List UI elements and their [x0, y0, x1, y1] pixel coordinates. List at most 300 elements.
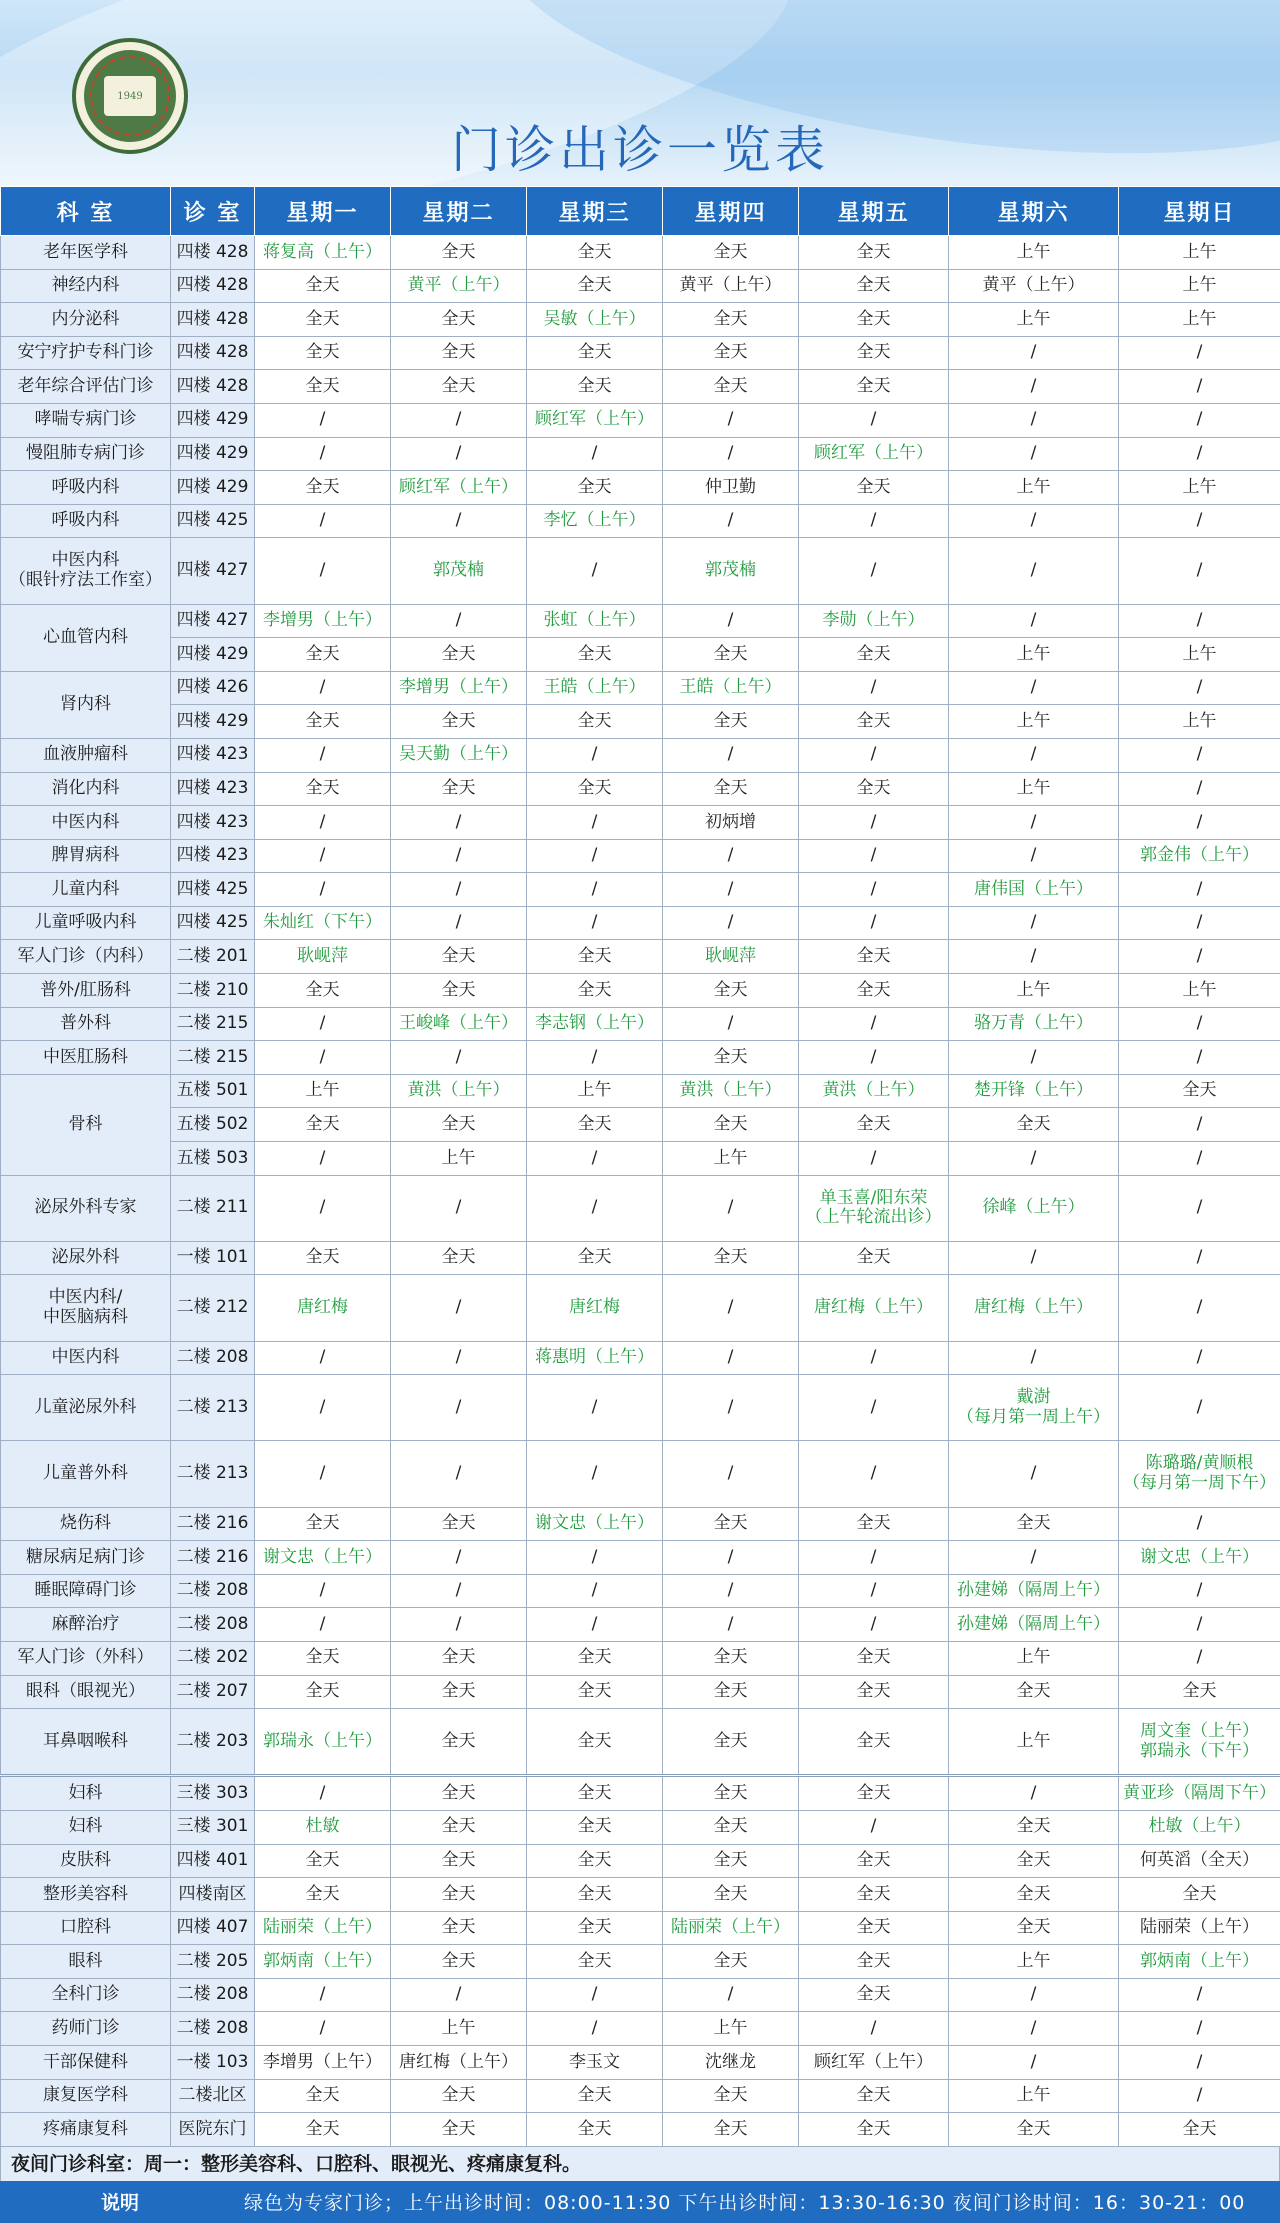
room-cell: 二楼 208: [171, 1978, 255, 2012]
schedule-cell: 全天: [799, 1911, 949, 1945]
room-cell: 二楼 208: [171, 2012, 255, 2046]
table-row: [1, 1641, 1280, 1675]
department-cell: 耳鼻咽喉科: [1, 1709, 171, 1776]
schedule-cell: /: [663, 1275, 799, 1341]
schedule-cell: /: [391, 1375, 527, 1441]
schedule-cell: 全天: [527, 1709, 663, 1776]
column-header: 星期二: [391, 187, 527, 236]
expert-schedule-cell: 耿岘萍: [663, 940, 799, 974]
schedule-cell: 全天: [799, 1844, 949, 1878]
table-row: [1, 437, 1280, 471]
schedule-cell: /: [663, 839, 799, 873]
schedule-cell: 全天: [527, 1945, 663, 1979]
department-cell: 普外/肛肠科: [1, 974, 171, 1008]
expert-schedule-cell: 朱灿红（下午）: [255, 906, 391, 940]
schedule-cell: 顾红军（上午）: [799, 2046, 949, 2080]
column-header: 星期日: [1119, 187, 1280, 236]
department-cell: 神经内科: [1, 269, 171, 303]
table-row: [1, 1341, 1280, 1375]
schedule-cell: /: [391, 504, 527, 538]
schedule-cell: 全天: [663, 236, 799, 270]
schedule-cell: /: [799, 538, 949, 604]
room-cell: 二楼 213: [171, 1375, 255, 1441]
department-cell: 老年医学科: [1, 236, 171, 270]
schedule-cell: 上午: [1119, 705, 1280, 739]
table-row: [1, 504, 1280, 538]
schedule-cell: /: [527, 1441, 663, 1507]
expert-schedule-cell: 黄洪（上午）: [799, 1074, 949, 1108]
schedule-cell: 全天: [663, 1945, 799, 1979]
schedule-cell: 全天: [663, 1641, 799, 1675]
schedule-cell: /: [1119, 1507, 1280, 1541]
schedule-cell: /: [527, 806, 663, 840]
schedule-cell: 全天: [255, 1844, 391, 1878]
schedule-cell: 全天: [391, 1776, 527, 1811]
schedule-cell: /: [663, 1978, 799, 2012]
department-cell: 普外科: [1, 1007, 171, 1041]
explanation-text: 绿色为专家门诊；上午出诊时间：08:00-11:30 下午出诊时间：13:30-16:30 夜间门诊时间：16：30-21：00: [240, 2188, 1280, 2215]
schedule-cell: 全天: [527, 940, 663, 974]
schedule-cell: 全天: [799, 1641, 949, 1675]
schedule-cell: 全天: [799, 2079, 949, 2113]
department-cell: 康复医学科: [1, 2079, 171, 2113]
schedule-cell: /: [1119, 1341, 1280, 1375]
room-cell: 四楼 429: [171, 705, 255, 739]
schedule-cell: /: [1119, 1978, 1280, 2012]
table-row: [1, 1541, 1280, 1575]
department-cell: 慢阻肺专病门诊: [1, 437, 171, 471]
expert-schedule-cell: 孙建娣（隔周上午）: [949, 1608, 1119, 1642]
schedule-cell: 全天: [527, 1776, 663, 1811]
room-cell: 二楼 201: [171, 940, 255, 974]
room-cell: 四楼 425: [171, 504, 255, 538]
room-cell: 四楼 428: [171, 336, 255, 370]
schedule-cell: 全天: [391, 1241, 527, 1275]
department-cell: 军人门诊（外科）: [1, 1641, 171, 1675]
schedule-cell: /: [1119, 403, 1280, 437]
schedule-cell: 陆丽荣（上午）: [1119, 1911, 1280, 1945]
schedule-cell: 全天: [663, 303, 799, 337]
schedule-cell: 全天: [799, 1945, 949, 1979]
table-row: [1, 1074, 1280, 1108]
schedule-cell: 全天: [255, 772, 391, 806]
schedule-cell: /: [527, 1978, 663, 2012]
expert-schedule-cell: 李忆（上午）: [527, 504, 663, 538]
table-row: [1, 1574, 1280, 1608]
room-cell: 三楼 303: [171, 1776, 255, 1811]
schedule-cell: 全天: [799, 1978, 949, 2012]
expert-schedule-cell: 顾红军（上午）: [527, 403, 663, 437]
department-cell: 儿童内科: [1, 873, 171, 907]
schedule-cell: 上午: [1119, 303, 1280, 337]
department-cell: 儿童普外科: [1, 1441, 171, 1507]
schedule-cell: /: [1119, 1041, 1280, 1075]
schedule-cell: /: [1119, 1574, 1280, 1608]
page-header: [0, 0, 1280, 186]
schedule-cell: 全天: [527, 2079, 663, 2113]
schedule-cell: 全天: [949, 1911, 1119, 1945]
schedule-cell: /: [949, 940, 1119, 974]
schedule-cell: /: [663, 738, 799, 772]
table-row: [1, 638, 1280, 672]
schedule-cell: /: [391, 604, 527, 638]
table-row: [1, 1275, 1280, 1341]
schedule-cell: /: [949, 1241, 1119, 1275]
department-cell: 药师门诊: [1, 2012, 171, 2046]
table-row: [1, 1844, 1280, 1878]
schedule-cell: /: [799, 1608, 949, 1642]
schedule-cell: 全天: [663, 1675, 799, 1709]
department-cell: 呼吸内科: [1, 471, 171, 505]
department-cell: 口腔科: [1, 1911, 171, 1945]
schedule-cell: /: [799, 1007, 949, 1041]
schedule-cell: 全天: [949, 1675, 1119, 1709]
schedule-cell: /: [391, 1275, 527, 1341]
room-cell: 二楼 207: [171, 1675, 255, 1709]
department-cell: 中医内科: [1, 806, 171, 840]
schedule-cell: /: [1119, 1007, 1280, 1041]
department-cell: 眼科（眼视光）: [1, 1675, 171, 1709]
table-row: [1, 1142, 1280, 1176]
schedule-cell: 全天: [255, 2113, 391, 2147]
schedule-cell: 全天: [391, 2079, 527, 2113]
department-cell: 儿童泌尿外科: [1, 1375, 171, 1441]
expert-schedule-cell: 李增男（上午）: [391, 671, 527, 705]
schedule-cell: /: [255, 1776, 391, 1811]
expert-schedule-cell: 杜敏: [255, 1810, 391, 1844]
explanation-label: 说明: [0, 2188, 240, 2215]
schedule-cell: 全天: [799, 1709, 949, 1776]
table-row: [1, 839, 1280, 873]
schedule-cell: /: [949, 437, 1119, 471]
room-cell: 二楼 215: [171, 1007, 255, 1041]
schedule-cell: /: [949, 738, 1119, 772]
schedule-cell: 上午: [391, 2012, 527, 2046]
schedule-cell: 全天: [527, 1810, 663, 1844]
schedule-cell: 全天: [255, 1108, 391, 1142]
room-cell: 四楼 429: [171, 471, 255, 505]
schedule-cell: 全天: [391, 236, 527, 270]
schedule-cell: 全天: [663, 1878, 799, 1912]
schedule-cell: 全天: [391, 1878, 527, 1912]
schedule-cell: 上午: [949, 974, 1119, 1008]
table-row: [1, 1175, 1280, 1241]
schedule-cell: 全天: [799, 471, 949, 505]
table-row: [1, 1007, 1280, 1041]
schedule-cell: 全天: [527, 336, 663, 370]
schedule-cell: /: [1119, 2046, 1280, 2080]
room-cell: 四楼 429: [171, 403, 255, 437]
table-row: [1, 1608, 1280, 1642]
expert-schedule-cell: 吴天勤（上午）: [391, 738, 527, 772]
table-row: [1, 2113, 1280, 2147]
schedule-cell: /: [527, 437, 663, 471]
table-row: [1, 1945, 1280, 1979]
schedule-cell: 全天: [799, 638, 949, 672]
department-cell: 全科门诊: [1, 1978, 171, 2012]
schedule-cell: /: [1119, 1241, 1280, 1275]
schedule-cell: 上午: [949, 236, 1119, 270]
schedule-cell: 全天: [391, 336, 527, 370]
expert-schedule-cell: 骆万青（上午）: [949, 1007, 1119, 1041]
department-cell: 消化内科: [1, 772, 171, 806]
schedule-cell: /: [391, 1441, 527, 1507]
schedule-cell: 上午: [1119, 638, 1280, 672]
schedule-cell: 全天: [255, 269, 391, 303]
table-row: [1, 471, 1280, 505]
schedule-cell: /: [391, 906, 527, 940]
room-cell: 五楼 503: [171, 1142, 255, 1176]
room-cell: 四楼 425: [171, 873, 255, 907]
schedule-cell: 全天: [799, 2113, 949, 2147]
schedule-cell: /: [949, 604, 1119, 638]
schedule-cell: /: [1119, 738, 1280, 772]
schedule-cell: /: [663, 1541, 799, 1575]
expert-schedule-cell: 王皓（上午）: [527, 671, 663, 705]
column-header: 科 室: [1, 187, 171, 236]
department-cell: 肾内科: [1, 671, 171, 738]
room-cell: 三楼 301: [171, 1810, 255, 1844]
schedule-cell: 上午: [949, 1709, 1119, 1776]
schedule-cell: 全天: [663, 2113, 799, 2147]
department-cell: 麻醉治疗: [1, 1608, 171, 1642]
department-cell: 皮肤科: [1, 1844, 171, 1878]
night-clinic-note: 夜间门诊科室：周一：整形美容科、口腔科、眼视光、疼痛康复科。: [0, 2147, 1280, 2181]
schedule-cell: /: [799, 1574, 949, 1608]
schedule-cell: 上午: [1119, 236, 1280, 270]
department-cell: 心血管内科: [1, 604, 171, 671]
room-cell: 四楼 427: [171, 604, 255, 638]
schedule-cell: /: [799, 671, 949, 705]
room-cell: 二楼 215: [171, 1041, 255, 1075]
schedule-cell: /: [799, 806, 949, 840]
table-row: [1, 2012, 1280, 2046]
schedule-cell: 唐红梅（上午）: [391, 2046, 527, 2080]
schedule-cell: /: [255, 1007, 391, 1041]
expert-schedule-cell: 杜敏（上午）: [1119, 1810, 1280, 1844]
schedule-cell: 上午: [391, 1142, 527, 1176]
department-cell: 烧伤科: [1, 1507, 171, 1541]
expert-schedule-cell: 吴敏（上午）: [527, 303, 663, 337]
schedule-cell: 全天: [663, 370, 799, 404]
table-row: [1, 1878, 1280, 1912]
expert-schedule-cell: 戴澍 （每月第一周上午）: [949, 1375, 1119, 1441]
expert-schedule-cell: 蒋惠明（上午）: [527, 1341, 663, 1375]
room-cell: 四楼 425: [171, 906, 255, 940]
schedule-cell: 全天: [663, 336, 799, 370]
table-row: [1, 604, 1280, 638]
schedule-cell: 上午: [663, 1142, 799, 1176]
schedule-cell: 全天: [391, 705, 527, 739]
schedule-cell: /: [949, 1041, 1119, 1075]
schedule-cell: /: [949, 2012, 1119, 2046]
schedule-cell: /: [1119, 772, 1280, 806]
schedule-cell: /: [255, 738, 391, 772]
schedule-cell: /: [949, 336, 1119, 370]
schedule-cell: /: [255, 873, 391, 907]
schedule-cell: 全天: [391, 974, 527, 1008]
table-row: [1, 403, 1280, 437]
schedule-cell: /: [799, 2012, 949, 2046]
column-header: 诊 室: [171, 187, 255, 236]
schedule-cell: /: [255, 1608, 391, 1642]
schedule-cell: 全天: [527, 1108, 663, 1142]
schedule-cell: /: [255, 1375, 391, 1441]
table-row: [1, 269, 1280, 303]
room-cell: 四楼 423: [171, 738, 255, 772]
table-row: [1, 806, 1280, 840]
schedule-cell: /: [799, 1810, 949, 1844]
schedule-cell: /: [663, 906, 799, 940]
department-cell: 哮喘专病门诊: [1, 403, 171, 437]
schedule-cell: /: [255, 1175, 391, 1241]
schedule-cell: 全天: [949, 2113, 1119, 2147]
schedule-cell: 全天: [663, 772, 799, 806]
schedule-cell: 全天: [799, 370, 949, 404]
schedule-cell: 上午: [1119, 269, 1280, 303]
schedule-cell: 全天: [255, 1641, 391, 1675]
schedule-cell: 全天: [527, 638, 663, 672]
schedule-cell: /: [255, 504, 391, 538]
expert-schedule-cell: 郭茂楠: [663, 538, 799, 604]
schedule-cell: /: [663, 437, 799, 471]
schedule-cell: 全天: [255, 1241, 391, 1275]
schedule-cell: /: [391, 1978, 527, 2012]
schedule-cell: 全天: [663, 1776, 799, 1811]
schedule-cell: /: [663, 403, 799, 437]
table-row: [1, 1241, 1280, 1275]
schedule-cell: 全天: [949, 1108, 1119, 1142]
room-cell: 四楼南区: [171, 1878, 255, 1912]
schedule-cell: /: [663, 504, 799, 538]
room-cell: 五楼 502: [171, 1108, 255, 1142]
schedule-cell: 全天: [1119, 1878, 1280, 1912]
schedule-cell: 全天: [949, 1844, 1119, 1878]
schedule-cell: /: [527, 538, 663, 604]
schedule-cell: /: [391, 1574, 527, 1608]
expert-schedule-cell: 陆丽荣（上午）: [663, 1911, 799, 1945]
table-row: [1, 1507, 1280, 1541]
schedule-cell: /: [255, 1441, 391, 1507]
column-header: 星期一: [255, 187, 391, 236]
table-row: [1, 705, 1280, 739]
department-cell: 军人门诊（内科）: [1, 940, 171, 974]
schedule-cell: /: [663, 1175, 799, 1241]
department-cell: 泌尿外科专家: [1, 1175, 171, 1241]
expert-schedule-cell: 李勋（上午）: [799, 604, 949, 638]
table-row: [1, 738, 1280, 772]
schedule-cell: 全天: [663, 1844, 799, 1878]
schedule-cell: /: [255, 839, 391, 873]
schedule-cell: /: [391, 806, 527, 840]
expert-schedule-cell: 顾红军（上午）: [391, 471, 527, 505]
room-cell: 二楼北区: [171, 2079, 255, 2113]
table-row: [1, 940, 1280, 974]
schedule-cell: /: [527, 906, 663, 940]
schedule-cell: /: [1119, 1108, 1280, 1142]
schedule-cell: 全天: [799, 1507, 949, 1541]
schedule-cell: 全天: [663, 638, 799, 672]
schedule-cell: /: [799, 1441, 949, 1507]
schedule-cell: /: [949, 1978, 1119, 2012]
expert-schedule-cell: 黄洪（上午）: [663, 1074, 799, 1108]
room-cell: 一楼 101: [171, 1241, 255, 1275]
department-cell: 安宁疗护专科门诊: [1, 336, 171, 370]
expert-schedule-cell: 唐红梅（上午）: [799, 1275, 949, 1341]
schedule-cell: 全天: [663, 1810, 799, 1844]
room-cell: 四楼 428: [171, 269, 255, 303]
schedule-cell: /: [949, 1776, 1119, 1811]
schedule-cell: /: [391, 437, 527, 471]
room-cell: 二楼 216: [171, 1507, 255, 1541]
room-cell: 一楼 103: [171, 2046, 255, 2080]
schedule-cell: 全天: [391, 1911, 527, 1945]
schedule-cell: 黄平（上午）: [949, 269, 1119, 303]
schedule-cell: 全天: [255, 471, 391, 505]
schedule-cell: 全天: [527, 2113, 663, 2147]
schedule-cell: /: [391, 873, 527, 907]
expert-schedule-cell: 唐红梅: [255, 1275, 391, 1341]
schedule-cell: 全天: [255, 974, 391, 1008]
schedule-cell: 全天: [799, 1241, 949, 1275]
table-header-row: [1, 187, 1280, 236]
table-row: [1, 671, 1280, 705]
expert-schedule-cell: 张虹（上午）: [527, 604, 663, 638]
room-cell: 二楼 212: [171, 1275, 255, 1341]
department-cell: 泌尿外科: [1, 1241, 171, 1275]
schedule-cell: /: [663, 1375, 799, 1441]
schedule-cell: /: [255, 1041, 391, 1075]
table-row: [1, 1041, 1280, 1075]
schedule-cell: /: [663, 1608, 799, 1642]
department-cell: 中医内科: [1, 1341, 171, 1375]
schedule-cell: 仲卫勤: [663, 471, 799, 505]
schedule-cell: /: [799, 403, 949, 437]
department-cell: 血液肿瘤科: [1, 738, 171, 772]
schedule-cell: 全天: [799, 1776, 949, 1811]
schedule-cell: 黄平（上午）: [663, 269, 799, 303]
schedule-cell: 上午: [949, 2079, 1119, 2113]
schedule-cell: 全天: [255, 303, 391, 337]
schedule-cell: /: [527, 1375, 663, 1441]
schedule-cell: 全天: [255, 705, 391, 739]
room-cell: 四楼 427: [171, 538, 255, 604]
schedule-cell: /: [1119, 336, 1280, 370]
schedule-cell: /: [391, 1041, 527, 1075]
schedule-cell: /: [663, 873, 799, 907]
schedule-cell: /: [527, 873, 663, 907]
schedule-cell: /: [527, 1541, 663, 1575]
expert-schedule-cell: 唐红梅（上午）: [949, 1275, 1119, 1341]
schedule-cell: /: [949, 806, 1119, 840]
schedule-cell: 全天: [799, 974, 949, 1008]
expert-schedule-cell: 郭金伟（上午）: [1119, 839, 1280, 873]
schedule-cell: /: [799, 1375, 949, 1441]
schedule-cell: 上午: [1119, 974, 1280, 1008]
logo-year: 1949: [104, 76, 156, 116]
department-cell: 疼痛康复科: [1, 2113, 171, 2147]
schedule-cell: 全天: [527, 471, 663, 505]
schedule-cell: /: [949, 1341, 1119, 1375]
schedule-cell: 全天: [255, 1507, 391, 1541]
schedule-cell: 全天: [527, 1675, 663, 1709]
room-cell: 四楼 423: [171, 839, 255, 873]
schedule-cell: /: [255, 806, 391, 840]
schedule-cell: 全天: [255, 638, 391, 672]
schedule-cell: 全天: [391, 1108, 527, 1142]
expert-schedule-cell: 郭茂楠: [391, 538, 527, 604]
schedule-cell: /: [527, 738, 663, 772]
